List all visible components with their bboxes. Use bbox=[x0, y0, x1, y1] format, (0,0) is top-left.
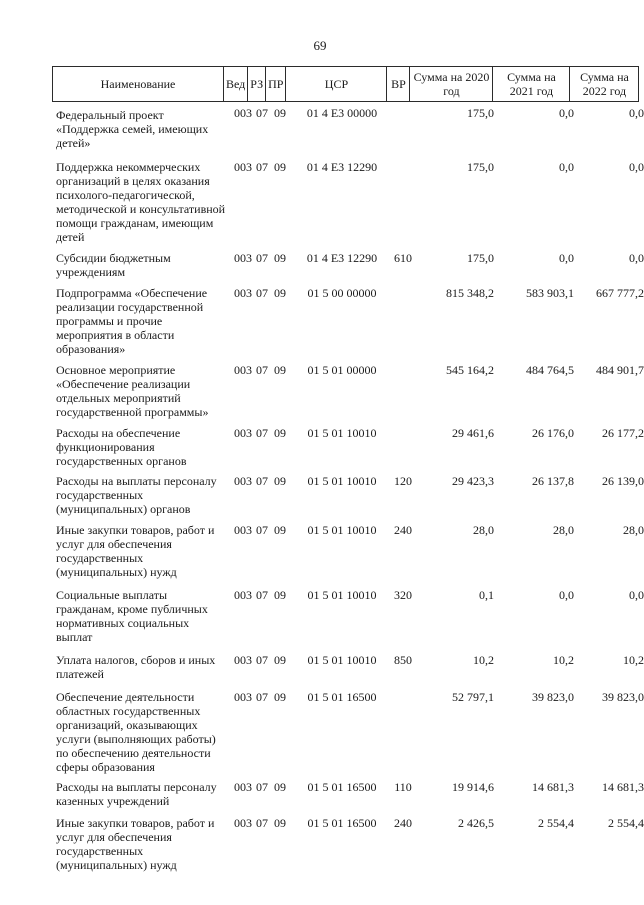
table-row bbox=[52, 106, 644, 150]
row-csr: 01 5 01 10010 bbox=[307, 588, 377, 602]
row-sum-2022: 0,0 bbox=[629, 588, 644, 602]
table-row bbox=[52, 474, 644, 516]
header-sum-2021: Сумма на 2021 год bbox=[493, 67, 570, 102]
row-vr: 320 bbox=[394, 588, 412, 602]
header-name: Наименование bbox=[53, 67, 224, 102]
row-sum-2022: 2 554,4 bbox=[608, 816, 644, 830]
row-sum-2020: 175,0 bbox=[467, 251, 494, 265]
page-number: 69 bbox=[313, 38, 327, 53]
row-csr: 01 4 Е3 00000 bbox=[306, 106, 378, 120]
row-sum-2022: 14 681,3 bbox=[602, 780, 644, 794]
header-sum-2020: Сумма на 2020 год bbox=[410, 67, 493, 102]
row-pr: 09 bbox=[274, 286, 286, 300]
row-sum-2022: 484 901,7 bbox=[596, 363, 644, 377]
table-row bbox=[52, 426, 644, 468]
row-name: Расходы на обеспечение функционирования государственных органов bbox=[56, 426, 187, 468]
row-name: Федеральный проект «Поддержка семей, имеющих детей» bbox=[56, 108, 209, 150]
row-pr: 09 bbox=[274, 780, 286, 794]
header-pr: ПР bbox=[266, 67, 286, 102]
row-pr: 09 bbox=[274, 106, 286, 120]
row-csr: 01 5 01 10010 bbox=[307, 523, 377, 537]
row-rz: 07 bbox=[256, 286, 268, 300]
table-body bbox=[52, 104, 644, 872]
row-ved: 003 bbox=[234, 653, 252, 667]
row-sum-2021: 14 681,3 bbox=[532, 780, 574, 794]
row-csr: 01 5 01 10010 bbox=[307, 653, 377, 667]
row-pr: 09 bbox=[274, 816, 286, 830]
row-rz: 07 bbox=[256, 160, 268, 174]
row-sum-2022: 39 823,0 bbox=[602, 690, 644, 704]
row-ved: 003 bbox=[234, 363, 252, 377]
row-sum-2020: 28,0 bbox=[473, 523, 494, 537]
row-sum-2022: 0,0 bbox=[629, 106, 644, 120]
row-ved: 003 bbox=[234, 426, 252, 440]
row-name: Основное мероприятие «Обеспечение реализации отдельных мероприятий государственной программы» bbox=[56, 363, 209, 419]
row-pr: 09 bbox=[274, 690, 286, 704]
row-rz: 07 bbox=[256, 106, 268, 120]
row-vr: 850 bbox=[394, 653, 412, 667]
row-rz: 07 bbox=[256, 780, 268, 794]
row-pr: 09 bbox=[274, 251, 286, 265]
table-header bbox=[52, 66, 639, 102]
row-csr: 01 5 01 16500 bbox=[307, 690, 377, 704]
row-sum-2022: 26 177,2 bbox=[602, 426, 644, 440]
row-rz: 07 bbox=[256, 816, 268, 830]
table-row bbox=[52, 251, 644, 279]
row-sum-2022: 667 777,2 bbox=[596, 286, 644, 300]
row-name: Расходы на выплаты персоналу государственных (муниципальных) органов bbox=[56, 474, 217, 516]
row-sum-2022: 28,0 bbox=[623, 523, 644, 537]
row-rz: 07 bbox=[256, 474, 268, 488]
row-sum-2020: 29 423,3 bbox=[452, 474, 494, 488]
row-name: Субсидии бюджетным учреждениям bbox=[56, 251, 171, 279]
row-sum-2021: 0,0 bbox=[559, 251, 574, 265]
row-pr: 09 bbox=[274, 523, 286, 537]
row-csr: 01 5 01 16500 bbox=[307, 816, 377, 830]
row-vr: 240 bbox=[394, 523, 412, 537]
row-rz: 07 bbox=[256, 690, 268, 704]
row-csr: 01 5 00 00000 bbox=[307, 286, 377, 300]
row-pr: 09 bbox=[274, 363, 286, 377]
row-rz: 07 bbox=[256, 426, 268, 440]
table-row bbox=[52, 780, 644, 808]
row-vr: 610 bbox=[394, 251, 412, 265]
row-pr: 09 bbox=[274, 474, 286, 488]
row-name: Социальные выплаты гражданам, кроме публичных нормативных социальных выплат bbox=[56, 588, 208, 644]
row-rz: 07 bbox=[256, 523, 268, 537]
header-vr: ВР bbox=[387, 67, 410, 102]
row-sum-2021: 0,0 bbox=[559, 160, 574, 174]
row-pr: 09 bbox=[274, 160, 286, 174]
row-sum-2021: 10,2 bbox=[553, 653, 574, 667]
row-sum-2021: 0,0 bbox=[559, 106, 574, 120]
row-sum-2021: 583 903,1 bbox=[526, 286, 574, 300]
row-sum-2022: 0,0 bbox=[629, 160, 644, 174]
row-ved: 003 bbox=[234, 106, 252, 120]
row-vr: 240 bbox=[394, 816, 412, 830]
header-rz: РЗ bbox=[248, 67, 266, 102]
row-sum-2020: 2 426,5 bbox=[458, 816, 494, 830]
header-ved: Вед bbox=[224, 67, 248, 102]
row-sum-2021: 26 137,8 bbox=[532, 474, 574, 488]
row-sum-2022: 26 139,0 bbox=[602, 474, 644, 488]
row-sum-2020: 10,2 bbox=[473, 653, 494, 667]
row-sum-2022: 10,2 bbox=[623, 653, 644, 667]
row-rz: 07 bbox=[256, 588, 268, 602]
header-csr: ЦСР bbox=[286, 67, 387, 102]
table-row bbox=[52, 588, 644, 644]
row-sum-2020: 52 797,1 bbox=[452, 690, 494, 704]
row-sum-2020: 175,0 bbox=[467, 106, 494, 120]
row-ved: 003 bbox=[234, 816, 252, 830]
row-csr: 01 4 Е3 12290 bbox=[306, 251, 378, 265]
row-ved: 003 bbox=[234, 523, 252, 537]
row-ved: 003 bbox=[234, 160, 252, 174]
row-sum-2020: 0,1 bbox=[479, 588, 494, 602]
table-row bbox=[52, 160, 644, 244]
row-sum-2022: 0,0 bbox=[629, 251, 644, 265]
row-rz: 07 bbox=[256, 653, 268, 667]
row-pr: 09 bbox=[274, 588, 286, 602]
row-csr: 01 5 01 10010 bbox=[307, 474, 377, 488]
table-row bbox=[52, 653, 644, 681]
row-name: Иные закупки товаров, работ и услуг для обеспечения государственных (муниципальных) нужд bbox=[56, 816, 215, 872]
row-sum-2021: 39 823,0 bbox=[532, 690, 574, 704]
header-sum-2022: Сумма на 2022 год bbox=[570, 67, 639, 102]
row-sum-2021: 484 764,5 bbox=[526, 363, 574, 377]
row-csr: 01 5 01 10010 bbox=[307, 426, 377, 440]
row-name: Расходы на выплаты персоналу казенных учреждений bbox=[56, 780, 217, 808]
row-csr: 01 5 01 00000 bbox=[307, 363, 377, 377]
row-sum-2021: 26 176,0 bbox=[532, 426, 574, 440]
row-sum-2020: 175,0 bbox=[467, 160, 494, 174]
row-vr: 110 bbox=[394, 780, 412, 794]
table-row bbox=[52, 363, 644, 419]
table-row bbox=[52, 286, 644, 356]
row-rz: 07 bbox=[256, 363, 268, 377]
row-pr: 09 bbox=[274, 653, 286, 667]
row-name: Подпрограмма «Обеспечение реализации государственной программы и прочие мероприятия в области образования» bbox=[56, 286, 208, 356]
row-sum-2021: 0,0 bbox=[559, 588, 574, 602]
row-ved: 003 bbox=[234, 690, 252, 704]
table-row bbox=[52, 816, 644, 872]
row-vr: 120 bbox=[394, 474, 412, 488]
row-ved: 003 bbox=[234, 474, 252, 488]
row-ved: 003 bbox=[234, 251, 252, 265]
row-sum-2021: 2 554,4 bbox=[538, 816, 574, 830]
table-row bbox=[52, 523, 644, 579]
row-name: Иные закупки товаров, работ и услуг для обеспечения государственных (муниципальных) нужд bbox=[56, 523, 215, 579]
row-rz: 07 bbox=[256, 251, 268, 265]
row-pr: 09 bbox=[274, 426, 286, 440]
row-name: Уплата налогов, сборов и иных платежей bbox=[56, 653, 216, 681]
row-sum-2020: 815 348,2 bbox=[446, 286, 494, 300]
row-sum-2020: 19 914,6 bbox=[452, 780, 494, 794]
row-ved: 003 bbox=[234, 588, 252, 602]
row-name: Поддержка некоммерческих организаций в целях оказания психолого-педагогической, методической и консультативной помощи гражданам, имеющим детей bbox=[56, 160, 226, 244]
row-ved: 003 bbox=[234, 780, 252, 794]
row-sum-2021: 28,0 bbox=[553, 523, 574, 537]
row-sum-2020: 29 461,6 bbox=[452, 426, 494, 440]
row-sum-2020: 545 164,2 bbox=[446, 363, 494, 377]
row-csr: 01 5 01 16500 bbox=[307, 780, 377, 794]
row-csr: 01 4 Е3 12290 bbox=[306, 160, 378, 174]
row-name: Обеспечение деятельности областных государственных организаций, оказывающих услуги (выполняющих работы) по обеспечению деятельности сферы образования bbox=[56, 690, 216, 774]
table-row bbox=[52, 690, 644, 774]
row-ved: 003 bbox=[234, 286, 252, 300]
